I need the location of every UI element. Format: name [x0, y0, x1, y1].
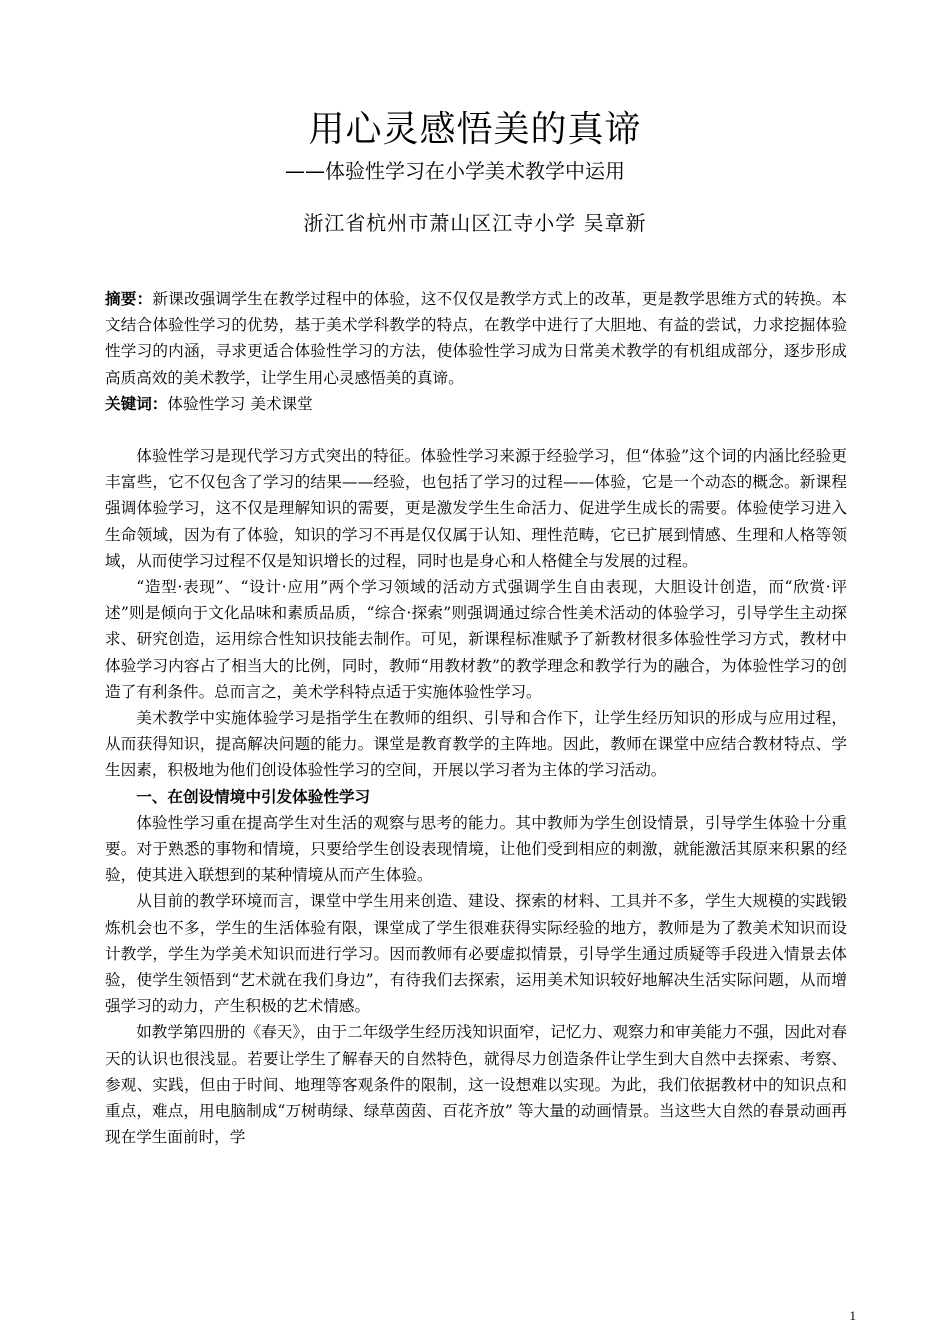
paragraph: 体验性学习重在提高学生对生活的观察与思考的能力。其中教师为学生创设情景，引导学生体验十分重要。对于熟悉的事物和情境，只要给学生创设表现情境，让他们受到相应的刺激，就能激活其原来积累的经验，使其进入联想到的某种情境从而产生体验。 [105, 813, 847, 885]
section-heading: 一、在创设情境中引发体验性学习 [136, 787, 371, 806]
abstract-text: 新课改强调学生在教学过程中的体验，这不仅仅是教学方式上的改革，更是教学思维方式的转换。本文结合体验性学习的优势，基于美术学科教学的特点，在教学中进行了大胆地、有益的尝试，力求挖掘体验性学习的内涵，寻求更适合体验性学习的方法，使体验性学习成为日常美术教学的有机组成部分，逐步形成高质高效的美术教学，让学生用心灵感悟美的真谛。 [105, 290, 847, 387]
document-subtitle: ——体验性学习在小学美术教学中运用 [285, 159, 625, 183]
keywords-text: 体验性学习 美术课堂 [167, 394, 313, 413]
paragraph-spacer [105, 417, 847, 443]
document-body [105, 286, 847, 1151]
document-author: 浙江省杭州市萧山区江寺小学 吴章新 [303, 211, 647, 235]
paragraph: 从目前的教学环境而言，课堂中学生用来创造、建设、探索的材料、工具并不多，学生大规模的实践锻炼机会也不多，学生的生活体验有限，课堂成了学生很难获得实际经验的地方，教师是为了教美术知识而设计教学，学生为学美术知识而进行学习。因而教师有必要虚拟情景，引导学生通过质疑等手段进入情景去体验，使学生领悟到“艺术就在我们身边”，有待我们去探索，运用美术知识较好地解决生活实际问题，从而增强学习的动力，产生积极的艺术情感。 [105, 892, 847, 1016]
keywords-label: 关键词： [105, 394, 168, 413]
keywords [105, 391, 847, 417]
paragraph: “造型·表现”、“设计·应用”两个学习领域的活动方式强调学生自由表现，大胆设计创造，而“欣赏·评述”则是倾向于文化品味和素质品质，“综合·探索”则强调通过综合性美术活动的体验学习，引导学生主动探求、研究创造，运用综合性知识技能去制作。可见，新课程标准赋予了新教材很多体验性学习方式，教材中体验学习内容占了相当大的比例，同时，教师“用教材教”的教学理念和教学行为的融合，为体验性学习的创造了有利条件。总而言之，美术学科特点适于实施体验性学习。 [105, 578, 847, 701]
paragraph: 美术教学中实施体验学习是指学生在教师的组织、引导和合作下，让学生经历知识的形成与应用过程，从而获得知识，提高解决问题的能力。课堂是教育教学的主阵地。因此，教师在课堂中应结合教材特点、学生因素，积极地为他们创设体验性学习的空间，开展以学习者为主体的学习活动。 [105, 709, 847, 780]
page-number: 1 [849, 1308, 856, 1323]
paragraph: 如教学第四册的《春天》，由于二年级学生经历浅知识面窄，记忆力、观察力和审美能力不强，因此对春天的认识也很浅显。若要让学生了解春天的自然特色，就得尽力创造条件让学生到大自然中去探索、考察、参观、实践，但由于时间、地理等客观条件的限制，这一设想难以实现。为此，我们依据教材中的知识点和重点，难点，用电脑制成“万树萌绿、绿草茵茵、百花齐放” 等大量的动画情景。当这些大自然的春景动画再现在学生面前时，学 [105, 1023, 847, 1147]
document-title: 用心灵感悟美的真谛 [308, 109, 642, 150]
abstract [105, 286, 847, 391]
abstract-label: 摘要： [105, 290, 153, 308]
paragraph: 体验性学习是现代学习方式突出的特征。体验性学习来源于经验学习，但“体验”这个词的内涵比经验更丰富些，它不仅包含了学习的结果——经验，也包括了学习的过程——体验，它是一个动态的概念。新课程强调体验学习，这不仅是理解知识的需要，更是激发学生生命活力、促进学生成长的需要。体验使学习进入生命领域，因为有了体验，知识的学习不再是仅仅属于认知、理性范畴，它已扩展到情感、生理和人格等领域，从而使学习过程不仅是知识增长的过程，同时也是身心和人格健全与发展的过程。 [105, 447, 847, 570]
